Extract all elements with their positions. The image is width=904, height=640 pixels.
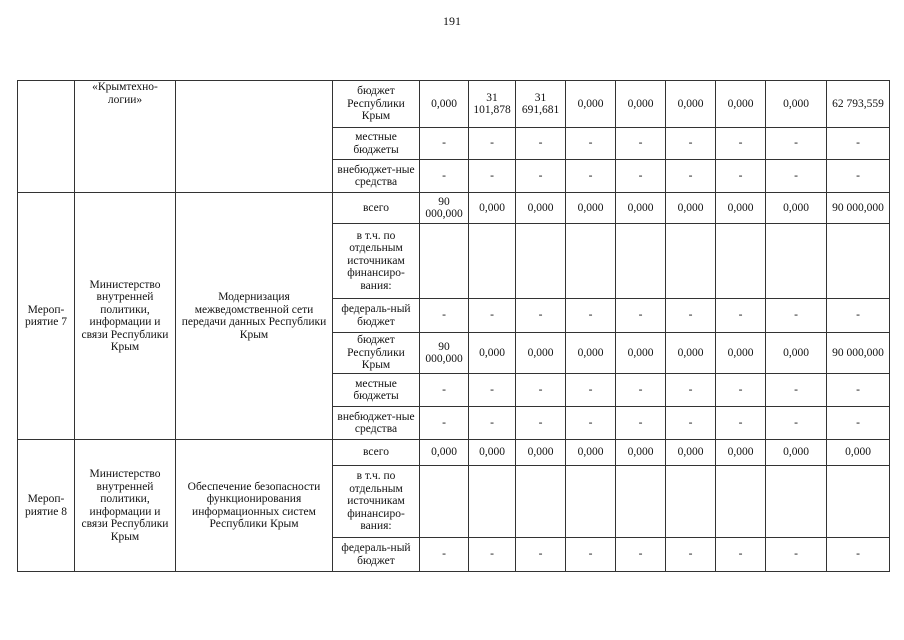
name-cell: Модернизация межведомственной сети передачи данных Республики Крым — [176, 193, 333, 440]
source-cell: бюджет Республики Крым — [333, 333, 420, 374]
value-cell: - — [469, 160, 516, 193]
value-cell: 0,000 — [516, 193, 566, 224]
value-cell — [716, 224, 766, 299]
value-cell — [666, 224, 716, 299]
value-cell — [827, 224, 890, 299]
value-cell: - — [716, 128, 766, 160]
source-cell: всего — [333, 440, 420, 466]
table-row — [18, 81, 890, 128]
value-cell: - — [516, 538, 566, 572]
value-cell: - — [666, 374, 716, 407]
value-cell: 0,000 — [566, 81, 616, 128]
value-cell: - — [827, 299, 890, 333]
source-cell: местные бюджеты — [333, 128, 420, 160]
event-cell — [18, 81, 75, 193]
value-cell — [766, 224, 827, 299]
value-cell: 0,000 — [616, 193, 666, 224]
value-cell: - — [716, 407, 766, 440]
value-cell: - — [420, 407, 469, 440]
value-cell: - — [666, 407, 716, 440]
value-cell: - — [827, 160, 890, 193]
value-cell: - — [766, 407, 827, 440]
value-cell — [566, 466, 616, 538]
value-cell: 31 101,878 — [469, 81, 516, 128]
value-cell: - — [420, 299, 469, 333]
value-cell: 90 000,000 — [420, 193, 469, 224]
value-cell — [827, 466, 890, 538]
value-cell — [666, 466, 716, 538]
value-cell: - — [716, 374, 766, 407]
value-cell: 0,000 — [766, 193, 827, 224]
value-cell: - — [766, 538, 827, 572]
value-cell: - — [566, 374, 616, 407]
value-cell: 0,000 — [469, 193, 516, 224]
source-cell: федераль-ный бюджет — [333, 299, 420, 333]
value-cell: 0,000 — [420, 81, 469, 128]
value-cell: 0,000 — [666, 193, 716, 224]
value-cell: - — [420, 538, 469, 572]
value-cell: 90 000,000 — [420, 333, 469, 374]
value-cell: - — [666, 299, 716, 333]
value-cell: 0,000 — [566, 193, 616, 224]
value-cell: 0,000 — [516, 333, 566, 374]
source-cell: внебюджет-ные средства — [333, 407, 420, 440]
value-cell: - — [766, 160, 827, 193]
value-cell: 0,000 — [516, 440, 566, 466]
value-cell: - — [469, 128, 516, 160]
value-cell — [766, 466, 827, 538]
value-cell: 0,000 — [616, 81, 666, 128]
value-cell: - — [716, 160, 766, 193]
value-cell: 0,000 — [666, 440, 716, 466]
value-cell: - — [516, 407, 566, 440]
value-cell: - — [827, 128, 890, 160]
value-cell: - — [827, 407, 890, 440]
value-cell: - — [766, 374, 827, 407]
value-cell: - — [516, 160, 566, 193]
value-cell: - — [516, 299, 566, 333]
value-cell: 0,000 — [420, 440, 469, 466]
page-number: 191 — [443, 14, 461, 28]
value-cell: 0,000 — [716, 440, 766, 466]
value-cell: 0,000 — [616, 440, 666, 466]
value-cell: 90 000,000 — [827, 193, 890, 224]
value-cell: - — [469, 299, 516, 333]
value-cell: - — [566, 299, 616, 333]
value-cell: - — [420, 128, 469, 160]
value-cell: 0,000 — [566, 440, 616, 466]
value-cell — [616, 224, 666, 299]
value-cell: 0,000 — [716, 193, 766, 224]
value-cell: - — [616, 160, 666, 193]
source-cell: в т.ч. по отдельным источникам финансиро-вания: — [333, 224, 420, 299]
value-cell: - — [766, 128, 827, 160]
value-cell: 0,000 — [716, 333, 766, 374]
value-cell: - — [666, 538, 716, 572]
value-cell: - — [716, 299, 766, 333]
value-cell: - — [469, 374, 516, 407]
value-cell: - — [616, 128, 666, 160]
value-cell: - — [420, 160, 469, 193]
value-cell: 62 793,559 — [827, 81, 890, 128]
value-cell: - — [566, 407, 616, 440]
value-cell: - — [666, 128, 716, 160]
name-cell — [176, 81, 333, 193]
org-cell: Министерство внутренней политики, информации и связи Республики Крым — [75, 193, 176, 440]
value-cell: - — [566, 128, 616, 160]
source-cell: в т.ч. по отдельным источникам финансиро-вания: — [333, 466, 420, 538]
value-cell: - — [716, 538, 766, 572]
value-cell — [616, 466, 666, 538]
value-cell — [469, 466, 516, 538]
value-cell: - — [469, 538, 516, 572]
value-cell: 0,000 — [766, 81, 827, 128]
value-cell: 0,000 — [566, 333, 616, 374]
value-cell: 0,000 — [469, 333, 516, 374]
source-cell: внебюджет-ные средства — [333, 160, 420, 193]
value-cell: - — [516, 128, 566, 160]
value-cell — [420, 224, 469, 299]
value-cell: - — [420, 374, 469, 407]
source-cell: федераль-ный бюджет — [333, 538, 420, 572]
value-cell: - — [616, 299, 666, 333]
value-cell: 0,000 — [469, 440, 516, 466]
value-cell — [469, 224, 516, 299]
value-cell: - — [566, 538, 616, 572]
name-cell: Обеспечение безопасности функционирования информационных систем Республики Крым — [176, 440, 333, 572]
value-cell: 0,000 — [716, 81, 766, 128]
value-cell: 0,000 — [766, 333, 827, 374]
value-cell: - — [516, 374, 566, 407]
table-row — [18, 440, 890, 466]
value-cell: 0,000 — [666, 333, 716, 374]
value-cell — [716, 466, 766, 538]
value-cell — [516, 466, 566, 538]
value-cell: - — [766, 299, 827, 333]
org-cell: Министерство внутренней политики, информации и связи Республики Крым — [75, 440, 176, 572]
source-cell: бюджет Республики Крым — [333, 81, 420, 128]
funding-table — [17, 80, 890, 572]
value-cell: - — [827, 538, 890, 572]
value-cell — [516, 224, 566, 299]
value-cell: 31 691,681 — [516, 81, 566, 128]
event-cell: Мероп-риятие 8 — [18, 440, 75, 572]
value-cell: 0,000 — [616, 333, 666, 374]
value-cell: - — [666, 160, 716, 193]
org-cell: «Крымтехно-логии» — [75, 81, 176, 193]
source-cell: всего — [333, 193, 420, 224]
value-cell: 0,000 — [666, 81, 716, 128]
value-cell: 0,000 — [766, 440, 827, 466]
value-cell: - — [827, 374, 890, 407]
source-cell: местные бюджеты — [333, 374, 420, 407]
value-cell: - — [566, 160, 616, 193]
value-cell — [566, 224, 616, 299]
value-cell: - — [616, 407, 666, 440]
value-cell: - — [616, 374, 666, 407]
value-cell — [420, 466, 469, 538]
value-cell: 0,000 — [827, 440, 890, 466]
table-row — [18, 193, 890, 224]
event-cell: Мероп-риятие 7 — [18, 193, 75, 440]
value-cell: - — [469, 407, 516, 440]
value-cell: - — [616, 538, 666, 572]
value-cell: 90 000,000 — [827, 333, 890, 374]
